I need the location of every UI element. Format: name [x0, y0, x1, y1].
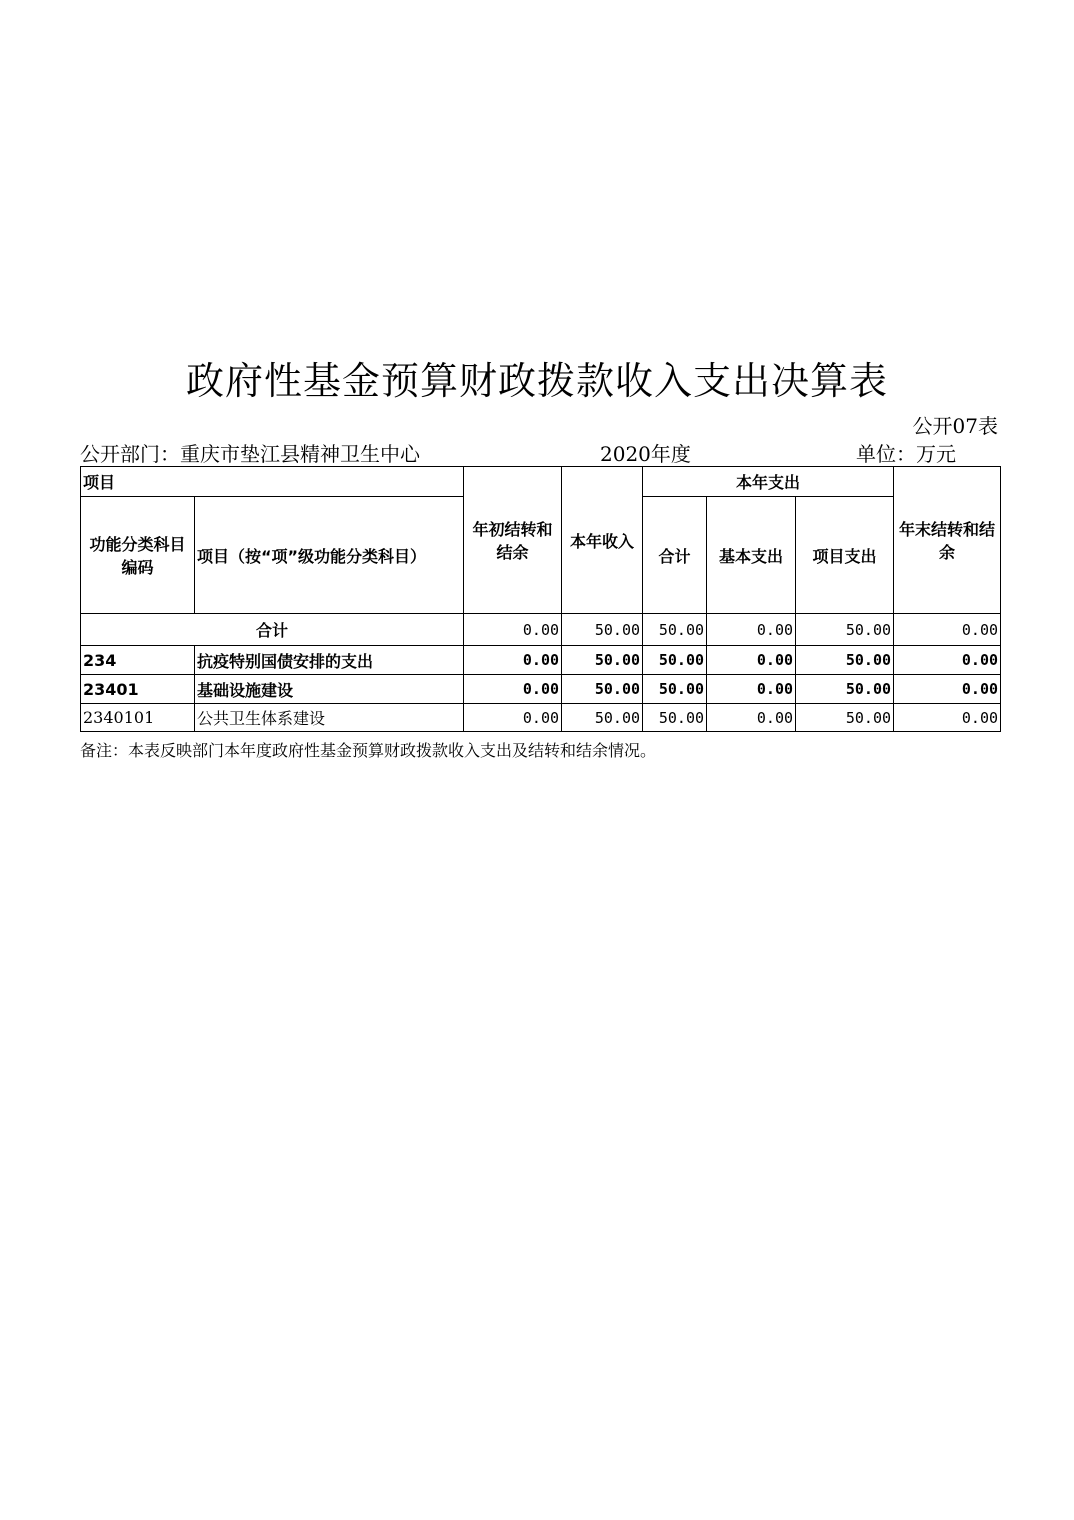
total-row [81, 614, 1001, 646]
fiscal-year-label: 2020年度 [600, 442, 691, 466]
header-expense-basic: 基本支出 [707, 497, 796, 614]
table-number: 公开07表 [912, 414, 998, 438]
footnote: 备注：本表反映部门本年度政府性基金预算财政拨款收入支出及结转和结余情况。 [80, 741, 657, 760]
department-label: 公开部门：重庆市垫江县精神卫生中心 [80, 442, 420, 466]
header-code: 功能分类科目编码 [81, 497, 195, 614]
row-expense-basic: 0.00 [707, 675, 796, 704]
row-expense-project: 50.00 [796, 704, 894, 732]
total-end-balance: 0.00 [894, 614, 1001, 646]
row-income: 50.00 [562, 675, 643, 704]
total-income: 50.00 [562, 614, 643, 646]
budget-table [80, 466, 1001, 732]
meta-row [80, 438, 1000, 466]
table-row [81, 646, 1001, 675]
total-begin-balance: 0.00 [464, 614, 562, 646]
header-expense-total: 合计 [643, 497, 707, 614]
table-row [81, 704, 1001, 732]
header-item: 项目 [81, 467, 464, 497]
row-name: 抗疫特别国债安排的支出 [195, 646, 464, 675]
row-expense-project: 50.00 [796, 646, 894, 675]
total-expense-total: 50.00 [643, 614, 707, 646]
row-begin-balance: 0.00 [464, 646, 562, 675]
header-expense-group: 本年支出 [643, 467, 894, 497]
header-expense-project: 项目支出 [796, 497, 894, 614]
page-title: 政府性基金预算财政拨款收入支出决算表 [185, 359, 888, 403]
row-expense-project: 50.00 [796, 675, 894, 704]
row-end-balance: 0.00 [894, 646, 1001, 675]
row-name: 基础设施建设 [195, 675, 464, 704]
total-expense-basic: 0.00 [707, 614, 796, 646]
header-income: 本年收入 [562, 467, 643, 614]
total-expense-project: 50.00 [796, 614, 894, 646]
row-begin-balance: 0.00 [464, 704, 562, 732]
header-end-balance: 年末结转和结余 [894, 467, 1001, 614]
row-code: 234 [81, 646, 195, 675]
row-end-balance: 0.00 [894, 675, 1001, 704]
row-begin-balance: 0.00 [464, 675, 562, 704]
row-expense-basic: 0.00 [707, 646, 796, 675]
row-code: 23401 [81, 675, 195, 704]
row-code: 2340101 [81, 704, 195, 732]
row-expense-basic: 0.00 [707, 704, 796, 732]
total-label: 合计 [81, 614, 464, 646]
header-row-1 [81, 467, 1001, 497]
header-begin-balance: 年初结转和结余 [464, 467, 562, 614]
table-row [81, 675, 1001, 704]
row-end-balance: 0.00 [894, 704, 1001, 732]
row-income: 50.00 [562, 704, 643, 732]
row-income: 50.00 [562, 646, 643, 675]
row-name: 公共卫生体系建设 [195, 704, 464, 732]
unit-label: 单位：万元 [856, 442, 956, 466]
row-expense-total: 50.00 [643, 675, 707, 704]
header-name: 项目（按“项”级功能分类科目） [195, 497, 464, 614]
row-expense-total: 50.00 [643, 646, 707, 675]
row-expense-total: 50.00 [643, 704, 707, 732]
